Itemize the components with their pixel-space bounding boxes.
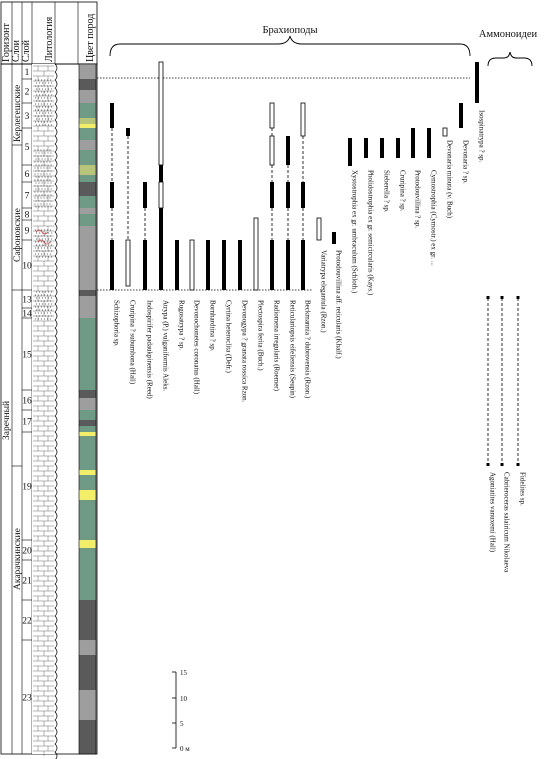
layer-number: 15 bbox=[22, 350, 32, 361]
ammonoid-marker bbox=[517, 296, 520, 299]
header-lithology: Литология bbox=[44, 16, 55, 62]
species-label: Cruripina ? subumbona (Hall) bbox=[128, 300, 137, 385]
species-label: Reticulariopsis eifeliensis (Seupin) bbox=[288, 300, 297, 398]
species-label: Plectospira ferita (Buch.) bbox=[256, 300, 265, 371]
species-label: Xystostrophia ex gr. umbraculum (Schloth.) bbox=[350, 170, 359, 294]
color-band bbox=[79, 600, 96, 640]
group-brachiopods: Брахиоподы bbox=[262, 25, 318, 36]
range-bar bbox=[110, 240, 114, 290]
layer-number: 7 bbox=[24, 191, 30, 202]
stage-safonov: Сафоновские bbox=[13, 208, 23, 262]
header-horizon: Горизонт bbox=[1, 23, 12, 62]
range-bars bbox=[110, 62, 479, 290]
color-band bbox=[79, 640, 96, 655]
layer-number: 16 bbox=[22, 396, 32, 407]
color-band bbox=[79, 240, 96, 290]
range-bar bbox=[427, 128, 431, 158]
color-band bbox=[79, 214, 96, 226]
color-band bbox=[79, 196, 96, 208]
range-bar bbox=[459, 103, 463, 128]
layer-number: 13 bbox=[22, 295, 32, 306]
color-band bbox=[79, 475, 96, 490]
layer-number: 14 bbox=[22, 309, 32, 320]
range-bar bbox=[159, 220, 163, 290]
range-bar bbox=[286, 136, 290, 165]
range-bar-uncertain bbox=[254, 218, 258, 290]
layer-number: 8 bbox=[24, 210, 30, 221]
color-band bbox=[79, 296, 96, 318]
range-bar bbox=[475, 62, 479, 103]
rock-color-column bbox=[79, 64, 96, 754]
range-bar bbox=[110, 182, 114, 208]
range-bar bbox=[143, 240, 147, 290]
range-bar bbox=[238, 240, 242, 290]
header-rock-color: Цвет пород bbox=[85, 13, 96, 62]
color-band bbox=[79, 318, 96, 390]
color-band bbox=[79, 140, 96, 150]
color-band bbox=[79, 540, 96, 548]
color-band bbox=[79, 490, 96, 500]
range-bar bbox=[175, 240, 179, 290]
range-bar-uncertain bbox=[270, 103, 274, 128]
range-bar bbox=[380, 138, 384, 158]
color-band bbox=[79, 150, 96, 165]
color-band bbox=[79, 128, 96, 140]
layer-number: 20 bbox=[22, 546, 32, 557]
range-bar bbox=[206, 240, 210, 290]
color-band bbox=[79, 165, 96, 175]
layer-number: 1 bbox=[24, 68, 30, 78]
range-bar bbox=[301, 182, 305, 208]
layer-number: 10 bbox=[22, 261, 32, 272]
ammonoid-marker bbox=[501, 296, 504, 299]
color-band bbox=[79, 182, 96, 196]
species-label: Protodouvillina aff. reticularis (Khalf.) bbox=[334, 250, 343, 359]
range-bar bbox=[411, 128, 415, 158]
color-band bbox=[79, 548, 96, 600]
ammonoid-bracket bbox=[479, 29, 538, 66]
species-label: Cymostrophia (Cymostr.) ex gr. ... bbox=[429, 170, 438, 266]
range-bar bbox=[270, 240, 274, 290]
range-bar bbox=[286, 182, 290, 208]
color-band bbox=[79, 426, 96, 432]
color-band bbox=[79, 436, 96, 470]
species-label: Bornhardtina ? sp. bbox=[208, 300, 217, 352]
species-label: Schizophoria sp. bbox=[112, 300, 121, 347]
species-label: Cyrtina heteroclita (Defr.) bbox=[224, 300, 233, 373]
layer-number: 22 bbox=[22, 616, 32, 627]
range-bar-uncertain bbox=[443, 128, 447, 136]
stage-akarachkin: Акарачкинские bbox=[13, 528, 23, 590]
ammonoid-label: Cabrieroceras salairicum Nikolaeva bbox=[502, 472, 511, 573]
range-bar bbox=[126, 128, 130, 136]
range-bar-uncertain bbox=[159, 182, 163, 208]
range-bar bbox=[301, 240, 305, 290]
layer-number: 19 bbox=[22, 482, 32, 493]
group-ammonoids: Аммоноидеи bbox=[478, 29, 538, 40]
layer-number: 23 bbox=[22, 693, 32, 704]
header-sloi: Слои bbox=[11, 39, 22, 62]
color-band bbox=[79, 90, 96, 103]
species-label: Atrypa (P.) vulganiformis Aleks. bbox=[161, 300, 170, 392]
species-label: Devonaria ? sp. bbox=[461, 140, 470, 184]
layer-number: 2 bbox=[24, 87, 30, 98]
species-label: Pholidostrophia ex gr. semicircularis (Kays.) bbox=[366, 170, 375, 296]
color-band bbox=[79, 124, 96, 128]
range-bar-uncertain bbox=[301, 103, 305, 136]
brachiopod-bracket bbox=[110, 25, 470, 56]
color-band bbox=[79, 432, 96, 436]
color-band bbox=[79, 470, 96, 475]
layer-number: 6 bbox=[24, 170, 30, 180]
color-band bbox=[79, 118, 96, 124]
layer-number: 21 bbox=[22, 576, 32, 587]
layer-number: 9 bbox=[24, 226, 30, 237]
color-band bbox=[79, 226, 96, 240]
range-bar bbox=[159, 165, 163, 182]
ammonoid-marker bbox=[517, 463, 520, 466]
scale-tick-label: 0 м bbox=[180, 745, 190, 753]
range-bar-uncertain bbox=[270, 136, 274, 165]
species-label: Radiomena irregularis (Roemer) bbox=[272, 300, 281, 391]
scale-tick-label: 15 bbox=[180, 669, 187, 677]
range-bar bbox=[222, 240, 226, 290]
species-label: Isospinatrypa ? sp. bbox=[477, 110, 486, 163]
species-label: Rugosatrypa ? sp. bbox=[177, 300, 186, 350]
range-bar bbox=[110, 103, 114, 128]
header-sloy: Слой bbox=[21, 39, 32, 62]
horizon-zarechny: Заречный bbox=[2, 400, 12, 440]
column-header bbox=[1, 2, 97, 64]
range-bar bbox=[159, 208, 163, 220]
color-band bbox=[79, 208, 96, 214]
color-band bbox=[79, 500, 96, 540]
range-bar-uncertain bbox=[317, 218, 321, 240]
species-label: Devonogypa ? granata rossica Rzon. bbox=[240, 300, 249, 403]
species-label: Cruripina ? sp. bbox=[398, 170, 407, 212]
range-bar bbox=[332, 232, 336, 244]
range-bar bbox=[396, 138, 400, 158]
species-label: Sieberella ? sp. bbox=[382, 170, 391, 213]
color-band bbox=[79, 420, 96, 426]
color-band bbox=[79, 410, 96, 420]
species-label: Indospirifer padaukpinensis (Reed) bbox=[145, 300, 154, 399]
color-band bbox=[79, 79, 96, 90]
scale-tick-label: 5 bbox=[180, 720, 184, 728]
color-band bbox=[79, 103, 96, 118]
scale-bar bbox=[172, 669, 190, 753]
species-label: Protodouvillina ? sp. bbox=[413, 170, 422, 229]
scale-tick-label: 10 bbox=[180, 695, 187, 703]
color-band bbox=[79, 398, 96, 410]
species-label: Devonaria minuta (v. Buch) bbox=[445, 140, 454, 219]
color-band bbox=[79, 175, 96, 182]
ammonoid-marker bbox=[487, 463, 490, 466]
range-bar bbox=[286, 240, 290, 290]
range-bar-uncertain bbox=[159, 62, 163, 165]
color-band bbox=[79, 720, 96, 754]
species-label: Devonochonetes coronatus (Hall) bbox=[192, 300, 201, 395]
ammonoid-label: Fidelites sp. bbox=[518, 472, 527, 506]
range-bar bbox=[143, 182, 147, 208]
range-bar bbox=[270, 182, 274, 208]
species-label: Beckmannia ? dubrovensis (Rzon.) bbox=[303, 300, 312, 399]
range-bar bbox=[348, 138, 352, 166]
ammonoid-labels bbox=[487, 296, 527, 573]
color-band bbox=[79, 290, 96, 296]
color-band bbox=[79, 655, 96, 690]
range-bar bbox=[364, 138, 368, 158]
color-band bbox=[79, 390, 96, 398]
layer-number-column bbox=[22, 64, 32, 704]
layer-number: 3 bbox=[24, 112, 30, 122]
color-band bbox=[79, 64, 96, 79]
layer-number: 17 bbox=[22, 417, 32, 428]
range-bar-uncertain bbox=[126, 240, 130, 286]
stage-kerlegesh: Керлегешские bbox=[13, 84, 23, 142]
ammonoid-marker bbox=[501, 463, 504, 466]
ammonoid-label: Agoniatites vanuxemi (Hall) bbox=[488, 472, 497, 553]
ammonoid-marker bbox=[487, 296, 490, 299]
color-band bbox=[79, 690, 96, 720]
layer-number: 5 bbox=[24, 143, 30, 153]
lithology-column bbox=[32, 64, 57, 759]
species-label: Variatrypa elegantula (Rzon.) bbox=[319, 250, 328, 333]
range-bar-uncertain bbox=[190, 240, 194, 290]
